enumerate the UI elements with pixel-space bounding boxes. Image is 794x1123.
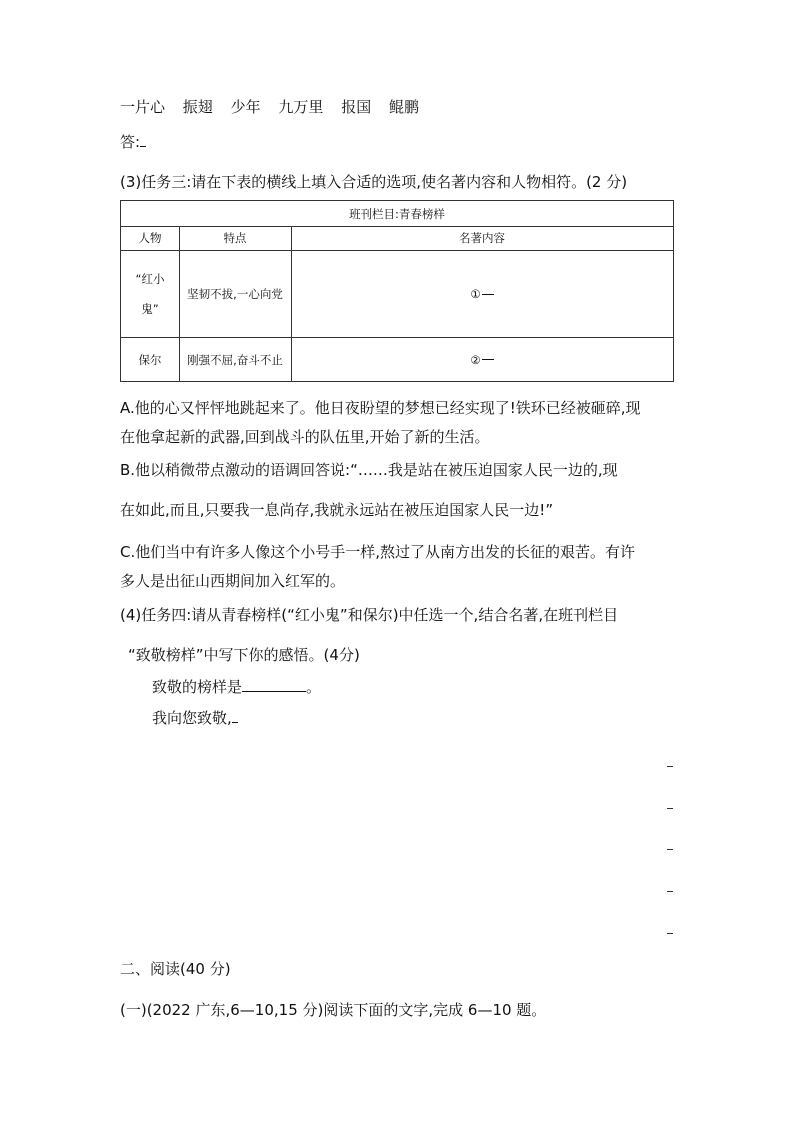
header-person: 人物 bbox=[138, 231, 162, 245]
task4-question: (4)任务四:请从青春榜样(“红小鬼”和保尔)中任选一个,结合名著,在班刊栏目 bbox=[120, 606, 619, 624]
model-line: 致敬的榜样是 。 bbox=[152, 678, 322, 696]
role-model-table bbox=[120, 200, 674, 382]
option-a: A.他的心又怦怦地跳起来了。他日夜盼望的梦想已经实现了!铁环已经被砸碎,现 bbox=[120, 399, 641, 417]
header-content: 名著内容 bbox=[459, 231, 505, 245]
salute-blank[interactable] bbox=[232, 722, 238, 723]
blank-1[interactable] bbox=[482, 294, 494, 295]
blank-number-1: ① bbox=[470, 287, 481, 301]
word-item: 九万里 bbox=[278, 98, 324, 116]
option-c-cont: 多人是出征山西期间加入红军的。 bbox=[120, 572, 346, 590]
header-trait: 特点 bbox=[223, 231, 247, 245]
task3-question: (3)任务三:请在下表的横线上填入合适的选项,使名著内容和人物相符。(2 分) bbox=[120, 173, 628, 191]
blank-number-2: ② bbox=[470, 352, 481, 367]
answer-line-marker bbox=[667, 766, 673, 767]
answer-line-marker bbox=[667, 808, 673, 809]
answer-label: 答: bbox=[120, 133, 141, 151]
word-item: 一片心 bbox=[120, 98, 166, 116]
section-reading-heading: 二、阅读(40 分) bbox=[120, 960, 231, 978]
word-item: 报国 bbox=[341, 98, 372, 116]
section-reading-subheading: (一)(2022 广东,6—10,15 分)阅读下面的文字,完成 6—10 题。 bbox=[120, 1001, 547, 1019]
option-b: B.他以稍微带点激动的语调回答说:“……我是站在被压迫国家人民一边的,现 bbox=[120, 461, 618, 479]
option-a-cont: 在他拿起新的武器,回到战斗的队伍里,开始了新的生活。 bbox=[120, 428, 490, 446]
model-label: 致敬的榜样是 bbox=[152, 678, 243, 696]
option-b-cont: 在如此,而且,只要我一息尚存,我就永远站在被压迫国家人民一边!” bbox=[120, 501, 554, 519]
word-item: 鲲鹏 bbox=[388, 98, 419, 116]
blank-2[interactable] bbox=[482, 359, 494, 360]
salute-label: 我向您致敬, bbox=[152, 709, 232, 727]
answer-blank[interactable] bbox=[140, 146, 146, 147]
model-blank[interactable] bbox=[242, 691, 306, 692]
content-row-2 bbox=[291, 338, 673, 381]
content-row-1 bbox=[291, 251, 673, 337]
answer-line-marker bbox=[667, 891, 673, 892]
answer-line-marker bbox=[667, 849, 673, 850]
trait-row-2: 刚强不屈,奋斗不止 bbox=[187, 352, 283, 367]
trait-row-1: 坚韧不拔,一心向党 bbox=[187, 287, 283, 301]
word-item: 少年 bbox=[230, 98, 261, 116]
option-c: C.他们当中有许多人像这个小号手一样,熬过了从南方出发的长征的艰苦。有许 bbox=[120, 543, 636, 561]
person-pavel: 保尔 bbox=[138, 352, 162, 367]
person-red-little-devil: “红小鬼” bbox=[135, 272, 165, 316]
word-bank bbox=[120, 96, 432, 117]
task4-question-cont: “致敬榜样”中写下你的感悟。(4分) bbox=[128, 646, 360, 664]
word-item: 振翅 bbox=[182, 98, 213, 116]
table-title: 班刊栏目:青春榜样 bbox=[349, 206, 445, 221]
salute-line bbox=[152, 707, 238, 728]
answer-line bbox=[120, 131, 146, 152]
answer-line-marker bbox=[667, 933, 673, 934]
